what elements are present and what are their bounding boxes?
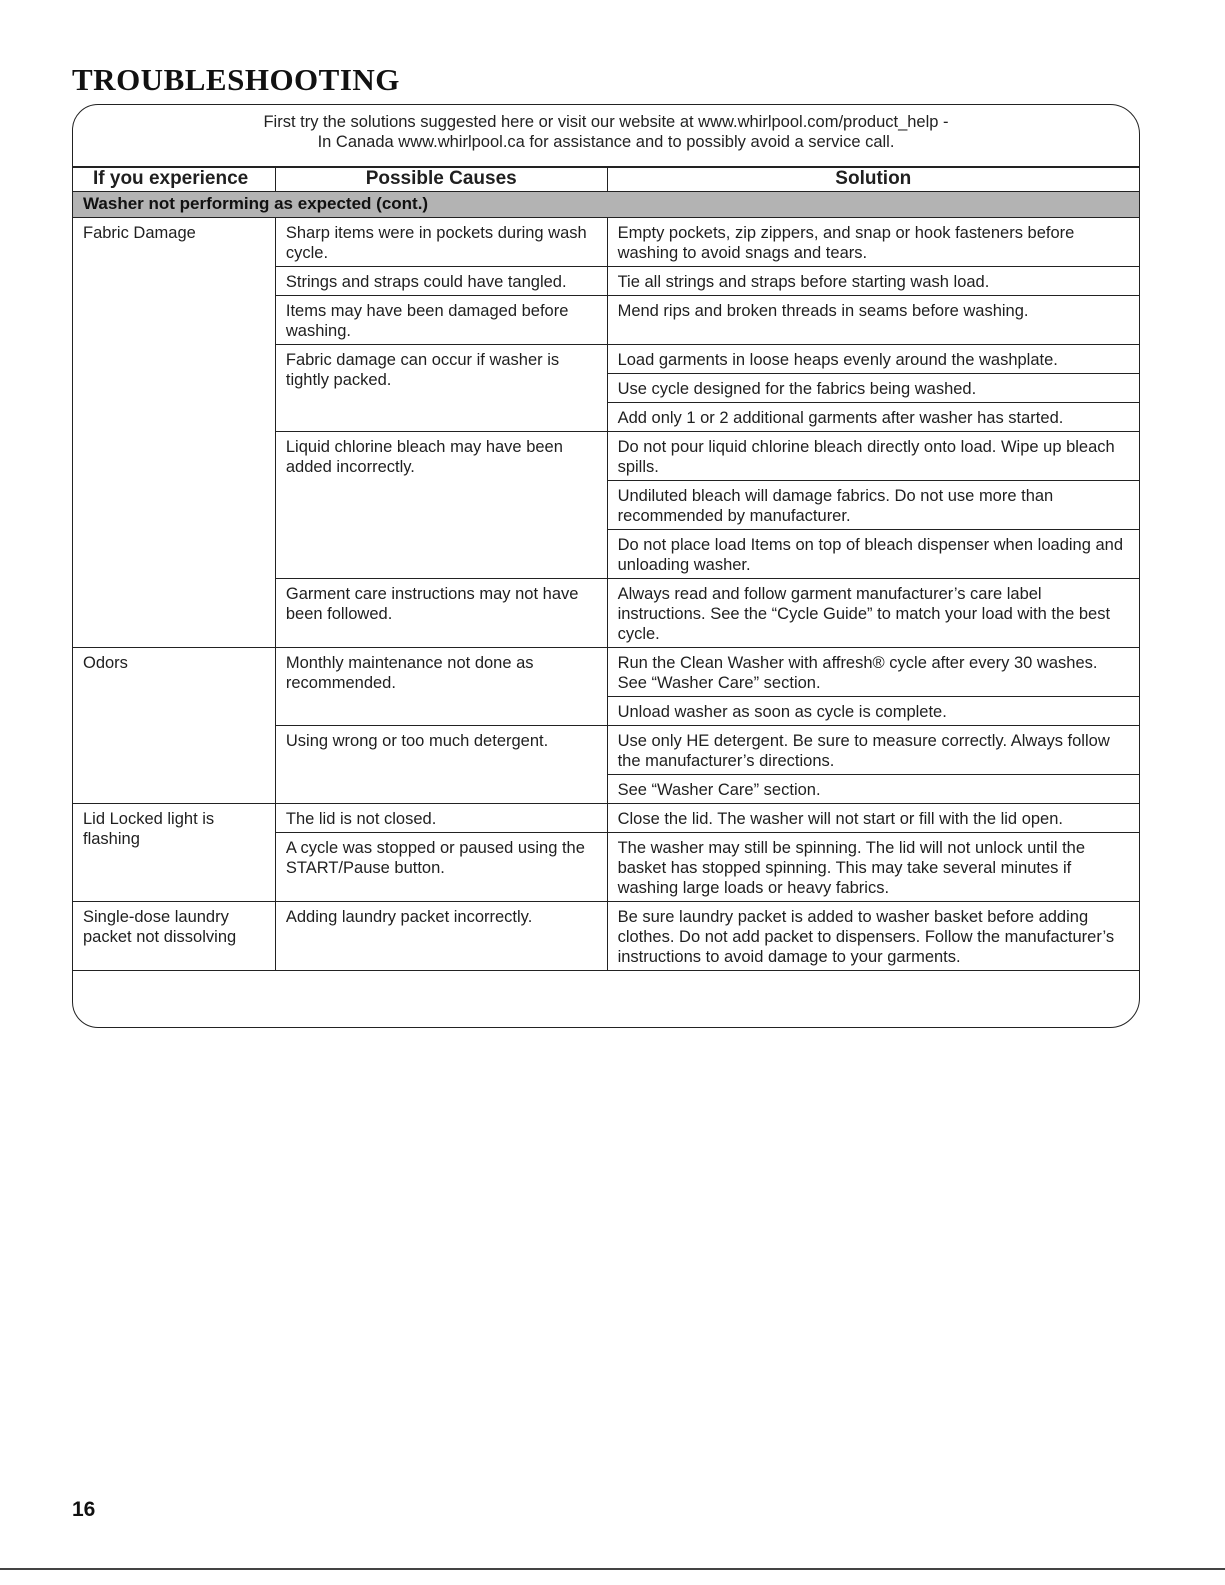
solution-cell: Undiluted bleach will damage fabrics. Do not use more than recommended by manufacturer. [607, 481, 1139, 530]
table-row [73, 218, 1140, 267]
solution-cell: Be sure laundry packet is added to washer basket before adding clothes. Do not add packet to dispensers. Follow the manufacturer’s instructions to avoid damage to your garments. [607, 902, 1139, 971]
solution-cell: See “Washer Care” section. [607, 775, 1139, 804]
cause-cell: Items may have been damaged before washing. [275, 296, 607, 345]
intro-line-2: In Canada www.whirlpool.ca for assistance and to possibly avoid a service call. [317, 133, 895, 151]
solution-cell: Unload washer as soon as cycle is complete. [607, 697, 1139, 726]
solution-cell: Mend rips and broken threads in seams before washing. [607, 296, 1139, 345]
table-row [73, 804, 1140, 833]
solution-cell: Use cycle designed for the fabrics being washed. [607, 374, 1139, 403]
header-solution: Solution [607, 167, 1139, 192]
header-causes: Possible Causes [275, 167, 607, 192]
table-row [73, 902, 1140, 971]
solution-cell: Do not pour liquid chlorine bleach directly onto load. Wipe up bleach spills. [607, 432, 1139, 481]
intro-text [72, 112, 1140, 152]
solution-cell: Run the Clean Washer with affresh® cycle after every 30 washes. See “Washer Care” section. [607, 648, 1139, 697]
cause-cell: Fabric damage can occur if washer is tightly packed. [275, 345, 607, 432]
cause-cell: Monthly maintenance not done as recommended. [275, 648, 607, 726]
table-body [73, 192, 1140, 971]
cause-cell: Using wrong or too much detergent. [275, 726, 607, 804]
section-row [73, 192, 1140, 218]
cause-cell: The lid is not closed. [275, 804, 607, 833]
table-header-row [73, 167, 1140, 192]
solution-cell: Use only HE detergent. Be sure to measure correctly. Always follow the manufacturer’s directions. [607, 726, 1139, 775]
solution-cell: Empty pockets, zip zippers, and snap or hook fasteners before washing to avoid snags and tears. [607, 218, 1139, 267]
solution-cell: Close the lid. The washer will not start or fill with the lid open. [607, 804, 1139, 833]
bottom-rule [0, 1568, 1225, 1570]
page-number: 16 [72, 1498, 96, 1521]
problem-cell: Fabric Damage [73, 218, 276, 648]
cause-cell: Strings and straps could have tangled. [275, 267, 607, 296]
problem-cell: Single-dose laundry packet not dissolving [73, 902, 276, 971]
solution-cell: The washer may still be spinning. The lid will not unlock until the basket has stopped spinning. This may take several minutes if washing large loads or heavy fabrics. [607, 833, 1139, 902]
solution-cell: Always read and follow garment manufacturer’s care label instructions. See the “Cycle Guide” to match your load with the best cycle. [607, 579, 1139, 648]
solution-cell: Load garments in loose heaps evenly around the washplate. [607, 345, 1139, 374]
problem-cell: Odors [73, 648, 276, 804]
section-title: Washer not performing as expected (cont.) [73, 192, 1140, 218]
cause-cell: Liquid chlorine bleach may have been added incorrectly. [275, 432, 607, 579]
cause-cell: Adding laundry packet incorrectly. [275, 902, 607, 971]
intro-line-1: First try the solutions suggested here or visit our website at www.whirlpool.com/product_help - [263, 113, 949, 131]
cause-cell: A cycle was stopped or paused using the START/Pause button. [275, 833, 607, 902]
troubleshooting-table [72, 166, 1140, 971]
cause-cell: Sharp items were in pockets during wash cycle. [275, 218, 607, 267]
table-row [73, 648, 1140, 697]
problem-cell: Lid Locked light is flashing [73, 804, 276, 902]
solution-cell: Tie all strings and straps before starting wash load. [607, 267, 1139, 296]
cause-cell: Garment care instructions may not have been followed. [275, 579, 607, 648]
solution-cell: Add only 1 or 2 additional garments after washer has started. [607, 403, 1139, 432]
page-title: TROUBLESHOOTING [72, 62, 400, 97]
solution-cell: Do not place load Items on top of bleach dispenser when loading and unloading washer. [607, 530, 1139, 579]
header-problem: If you experience [73, 167, 276, 192]
